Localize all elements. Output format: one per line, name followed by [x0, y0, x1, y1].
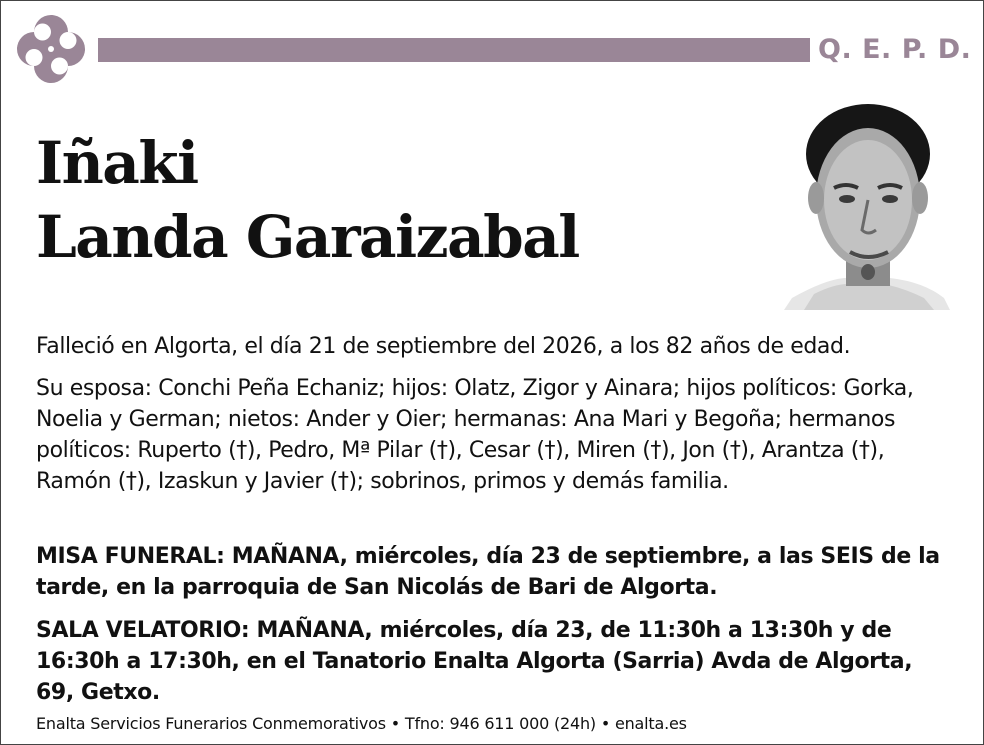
portrait-photo	[784, 102, 950, 310]
qepd-heading: Q. E. P. D.	[818, 34, 972, 65]
funeral-home-footer: Enalta Servicios Funerarios Conmemorativos • Tfno: 946 611 000 (24h) • enalta.es	[36, 714, 687, 733]
wake-room: SALA VELATORIO: MAÑANA, miércoles, día 23, de 11:30h a 13:30h y de 16:30h a 17:30h, en el Tanatorio Enalta Algorta (Sarria) Avda de Algorta, 69, Getxo.	[36, 618, 913, 705]
funeral-mass: MISA FUNERAL: MAÑANA, miércoles, día 23 de septiembre, a las SEIS de la tarde, en la parroquia de San Nicolás de Bari de Algorta.	[36, 544, 940, 600]
lauburu-icon	[14, 12, 88, 86]
first-name: Iñaki	[36, 129, 198, 197]
family-list: Su esposa: Conchi Peña Echaniz; hijos: Olatz, Zigor y Ainara; hijos políticos: Gorka, Noelia y German; nietos: Ander y Oier; hermanas: Ana Mari y Begoña; hermanos políticos: Ruperto (†), Pedro, Mª Pilar (†), Cesar (†), Miren (†), Jon (†), Arantza (†), Ramón (†), Izaskun y Javier (†); sobrinos, primos y demás familia.	[36, 376, 914, 494]
header-band	[98, 38, 810, 62]
deceased-name	[36, 126, 579, 274]
surnames: Landa Garaizabal	[36, 203, 579, 271]
death-notice: Falleció en Algorta, el día 21 de septiembre del 2026, a los 82 años de edad.	[36, 334, 851, 359]
